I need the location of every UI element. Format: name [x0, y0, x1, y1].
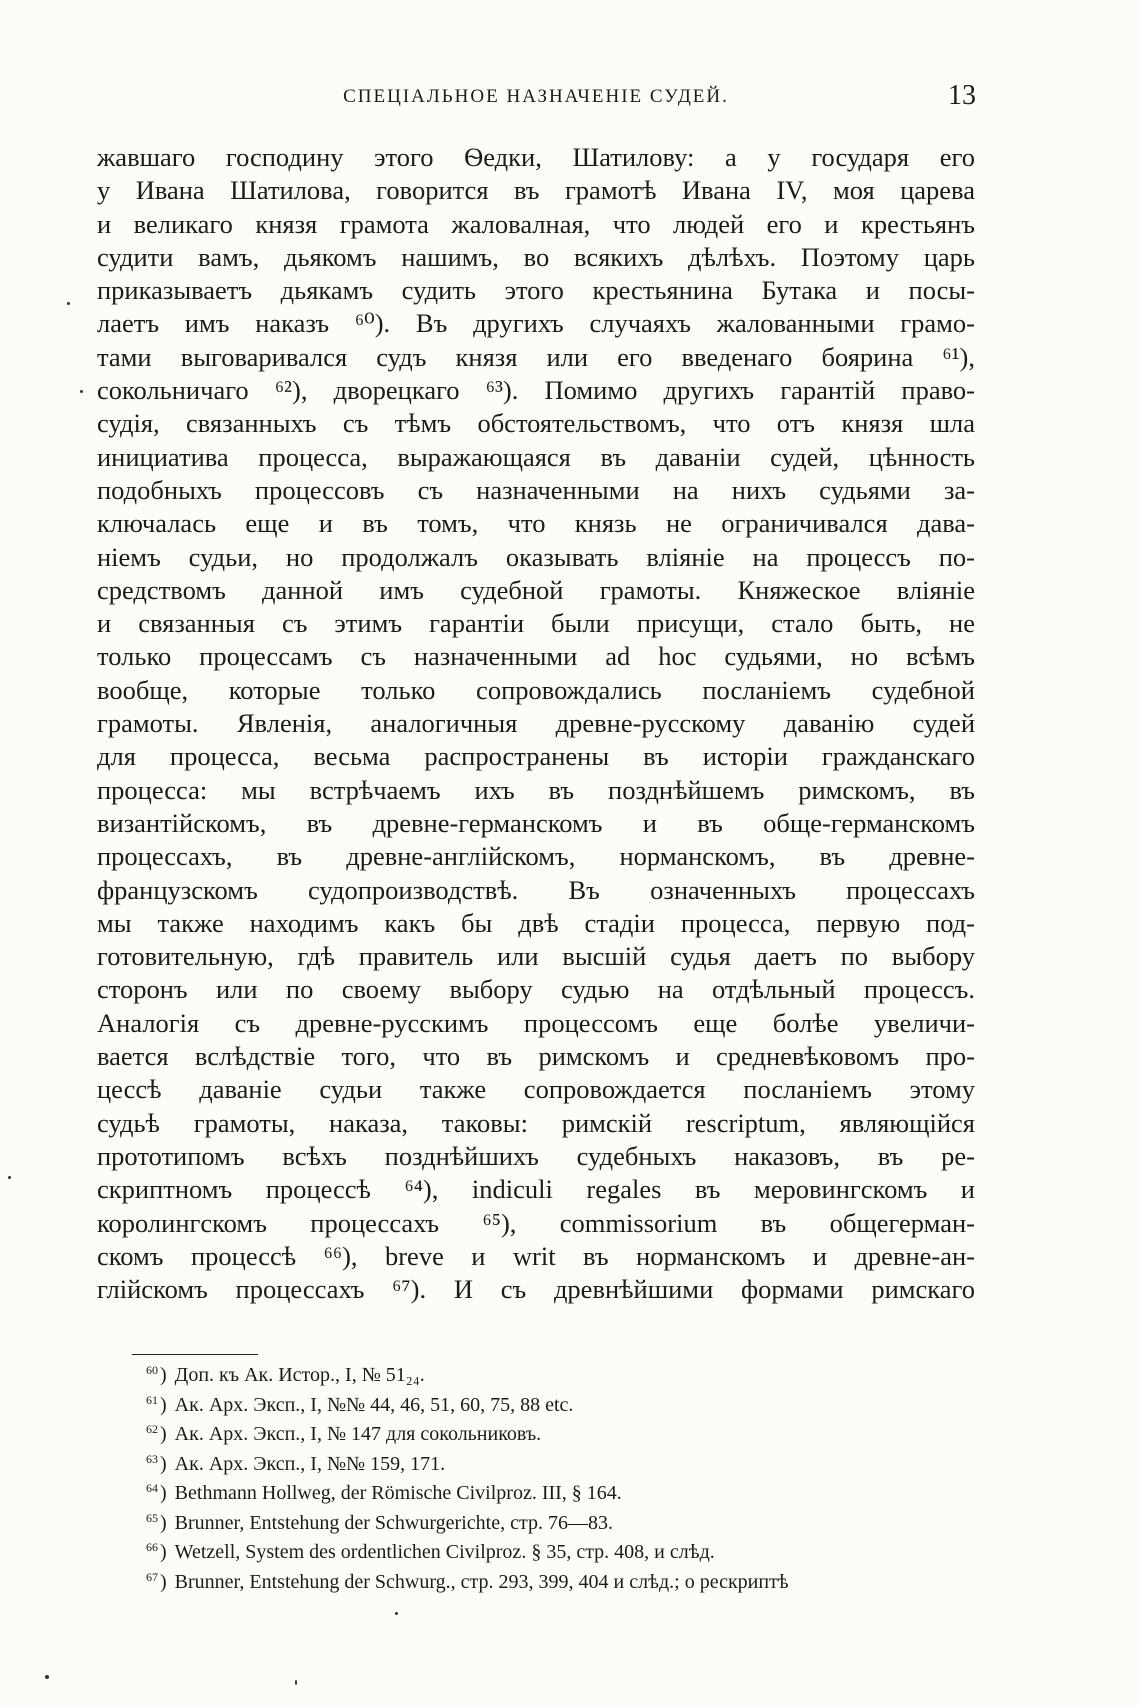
footnote: $^{66}$ ) Wetzell, System des ordentlichen Civilproz. § 35, стр. 408, и слѣд.: [146, 1540, 715, 1563]
footnote: $^{60}$ ) Доп. къ Ак. Истор., I, № 51₂₄.: [146, 1363, 425, 1386]
body-line: скомъ процессѣ ⁶⁶), breve и writ въ норманскомъ и древне-ан-: [97, 1240, 975, 1271]
footnote-divider: [132, 1354, 258, 1355]
body-line: процессахъ, въ древне-англійскомъ, норманскомъ, въ древне-: [97, 841, 975, 872]
body-line: и великаго князя грамота жаловалная, что людей его и крестьянъ: [97, 208, 975, 239]
ink-speck: [8, 1176, 11, 1179]
body-line: тами выговаривался судъ князя или его введенаго боярина ⁶¹),: [97, 341, 975, 372]
body-line: только процессамъ съ назначенными ad hoc судьями, но всѣмъ: [97, 641, 975, 672]
body-line: инициатива процесса, выражающаяся въ даваніи судей, цѣнность: [97, 441, 975, 472]
body-line: сторонъ или по своему выбору судью на отдѣльный процессъ.: [97, 974, 975, 1005]
body-line: прототипомъ всѣхъ позднѣйшихъ судебныхъ наказовъ, въ ре-: [97, 1140, 975, 1171]
footnote-text: Доп. къ Ак. Истор., I, № 51₂₄.: [174, 1364, 425, 1386]
body-line: процесса: мы встрѣчаемъ ихъ въ позднѣйшемъ римскомъ, въ: [97, 774, 975, 805]
ink-speck: [395, 1612, 398, 1615]
running-head: [96, 80, 976, 116]
ink-speck: [295, 1680, 297, 1685]
ink-speck: [45, 1675, 49, 1679]
body-line: приказываетъ дьякамъ судить этого крестьянина Бутака и посы-: [97, 275, 975, 306]
body-line: скриптномъ процессѣ ⁶⁴), indiculi regales въ меровингскомъ и: [97, 1174, 975, 1205]
body-line: судія, связанныхъ съ тѣмъ обстоятельствомъ, что отъ князя шла: [97, 408, 975, 439]
footnote: $^{65}$ ) Brunner, Entstehung der Schwurgerichte, стр. 76—83.: [146, 1510, 613, 1534]
body-line: вается вслѣдствіе того, что въ римскомъ и средневѣковомъ про-: [97, 1041, 975, 1072]
body-line: королингскомъ процессахъ ⁶⁵), commissorium въ общегерман-: [97, 1207, 975, 1238]
body-line: лаетъ имъ наказъ ⁶⁰). Въ другихъ случаяхъ жалованными грамо-: [97, 308, 975, 339]
footnote: $^{67}$ ) Brunner, Entstehung der Schwurg., стр. 293, 399, 404 и слѣд.; о рескриптѣ: [146, 1569, 789, 1593]
footnote: $^{64}$ ) Bethmann Hollweg, der Römische Civilproz. III, § 164.: [146, 1481, 622, 1504]
body-line: судити вамъ, дьякомъ нашимъ, во всякихъ дѣлѣхъ. Поэтому царь: [97, 241, 975, 272]
footnote-text: Ак. Арх. Эксп., I, №№ 159, 171.: [174, 1452, 446, 1475]
body-line: мы также находимъ какъ бы двѣ стадіи процесса, первую под-: [97, 907, 975, 938]
footnote-number: 61: [146, 1392, 158, 1407]
body-line: для процесса, весьма распространены въ исторіи гражданскаго: [97, 741, 975, 772]
footnote-text: Bethmann Hollweg, der Römische Civilproz. III, § 164.: [174, 1482, 622, 1504]
footnote-text: Ак. Арх. Эксп., I, №№ 44, 46, 51, 60, 75, 88 etc.: [174, 1393, 574, 1416]
footnote-number: 63: [146, 1451, 158, 1466]
footnote-number: 66: [146, 1540, 158, 1554]
body-text: [97, 141, 975, 1306]
body-line: ключалась еще и въ томъ, что князь не ограничивался дава-: [97, 508, 975, 539]
footnote-number: 60: [146, 1363, 158, 1377]
body-line: Аналогія съ древне-русскимъ процессомъ еще болѣе увеличи-: [97, 1007, 975, 1038]
page-number: 13: [948, 80, 976, 111]
body-line: цессѣ даваніе судьи также сопровождается посланіемъ этому: [97, 1074, 975, 1105]
footnote-number: 65: [146, 1510, 158, 1525]
running-title: СПЕЦІАЛЬНОЕ НАЗНАЧЕНІЕ СУДЕЙ.: [343, 86, 729, 107]
body-line: французскомъ судопроизводствѣ. Въ означенныхъ процессахъ: [97, 874, 975, 905]
body-line: средствомъ данной имъ судебной грамоты. Княжеское вліяніе: [97, 574, 975, 605]
footnote-number: 64: [146, 1481, 158, 1495]
body-line: ніемъ судьи, но продолжалъ оказывать вліяніе на процессъ по-: [97, 541, 975, 572]
ink-speck: [80, 390, 83, 393]
footnotes: [146, 1356, 986, 1592]
body-line: сокольничаго ⁶²), дворецкаго ⁶³). Помимо другихъ гарантій право-: [97, 375, 975, 406]
footnote-text: Brunner, Entstehung der Schwurg., стр. 293, 399, 404 и слѣд.; о рескриптѣ: [174, 1570, 789, 1593]
footnote-text: Brunner, Entstehung der Schwurgerichte, стр. 76—83.: [174, 1511, 613, 1534]
body-line: вообще, которые только сопровождались посланіемъ судебной: [97, 674, 975, 705]
body-line: грамоты. Явленія, аналогичныя древне-русскому даванію судей: [97, 708, 975, 739]
footnote-number: 62: [146, 1422, 158, 1436]
footnote-text: Ак. Арх. Эксп., I, № 147 для сокольниковъ.: [174, 1423, 542, 1445]
body-line: жавшаго господину этого Ѳедки, Шатилову: а у государя его: [97, 142, 975, 172]
ink-speck: [67, 302, 70, 305]
body-line: византійскомъ, въ древне-германскомъ и въ обще-германскомъ: [97, 807, 975, 838]
body-line: судьѣ грамоты, наказа, таковы: римскій rescriptum, являющійся: [97, 1107, 975, 1138]
footnote: $^{63}$ ) Ак. Арх. Эксп., I, №№ 159, 171.: [146, 1451, 446, 1475]
footnote: $^{61}$ ) Ак. Арх. Эксп., I, №№ 44, 46, 51, 60, 75, 88 etc.: [146, 1392, 574, 1416]
footnote: $^{62}$ ) Ак. Арх. Эксп., I, № 147 для сокольниковъ.: [146, 1422, 542, 1445]
body-line: готовительную, гдѣ правитель или высшій судья даетъ по выбору: [97, 941, 975, 972]
body-line: у Ивана Шатилова, говорится въ грамотѣ Ивана IV, моя царева: [97, 175, 975, 206]
footnote-number: 67: [146, 1569, 158, 1584]
body-line: и связанныя съ этимъ гарантіи были присущи, стало быть, не: [97, 608, 975, 639]
footnote-text: Wetzell, System des ordentlichen Civilproz. § 35, стр. 408, и слѣд.: [174, 1541, 715, 1563]
body-line: глійскомъ процессахъ ⁶⁷). И съ древнѣйшими формами римскаго: [97, 1274, 975, 1305]
body-line: подобныхъ процессовъ съ назначенными на нихъ судьями за-: [97, 474, 975, 505]
